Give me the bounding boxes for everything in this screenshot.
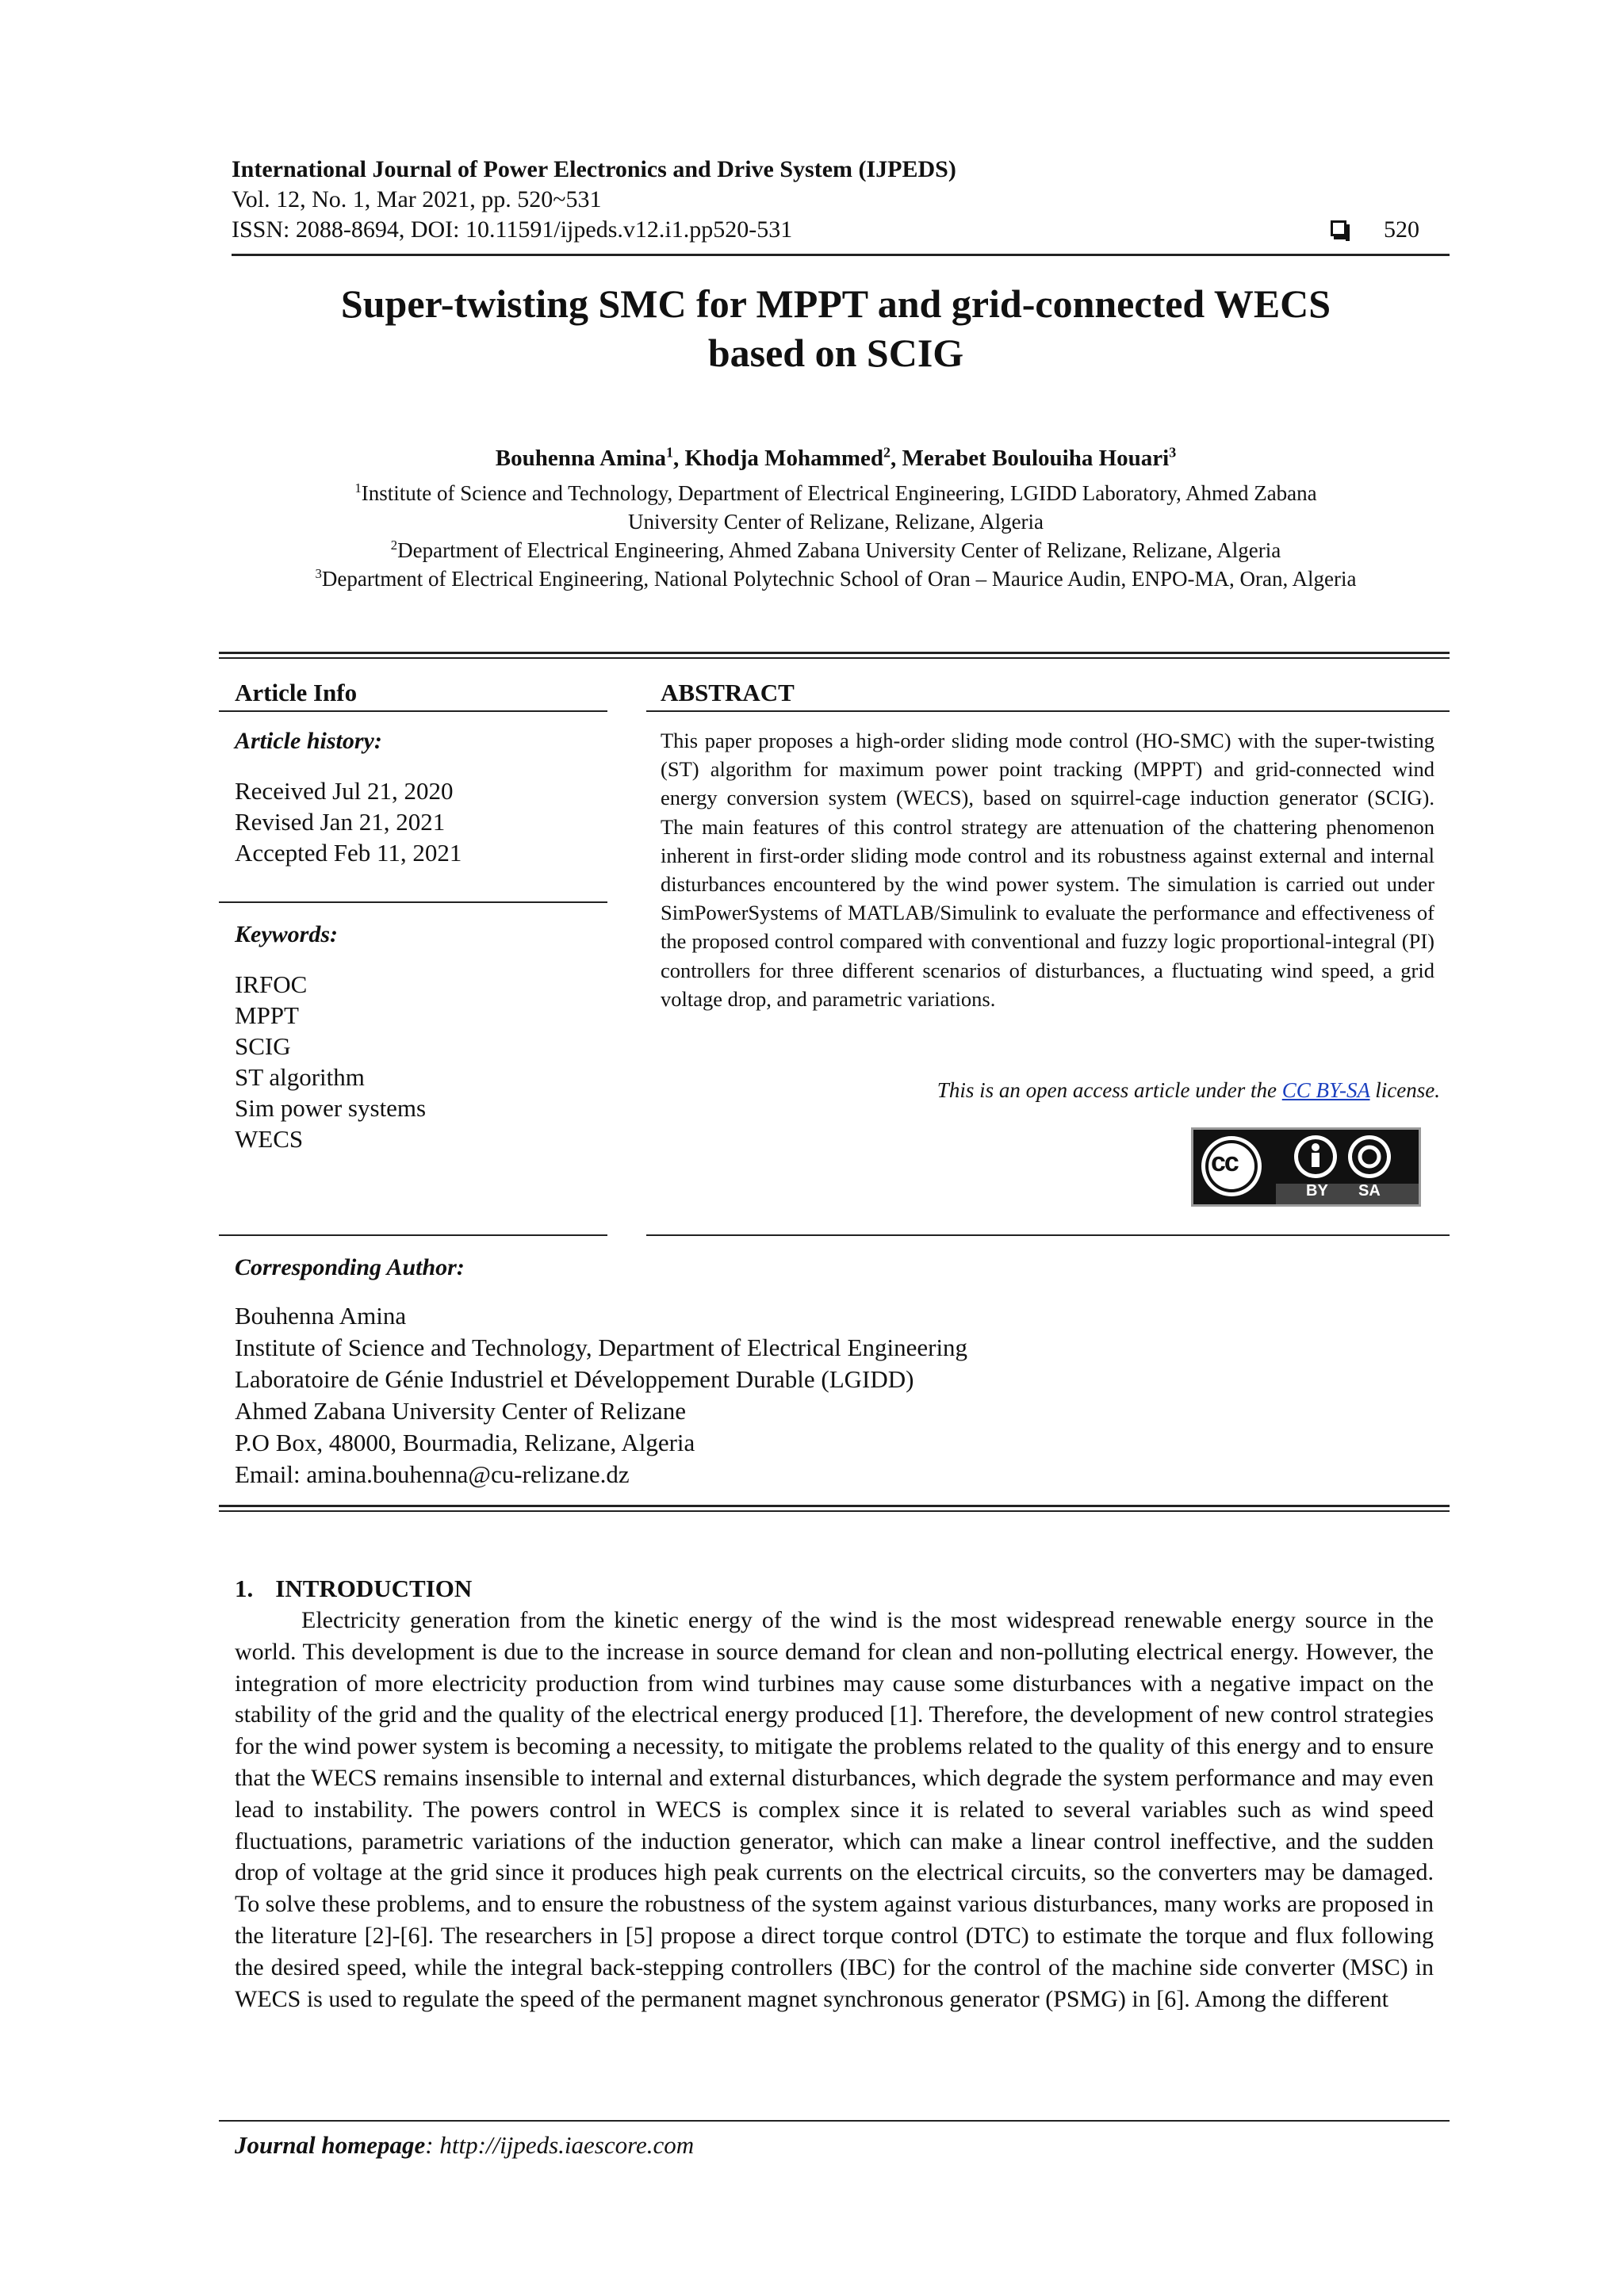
revised-date: Revised Jan 21, 2021 bbox=[235, 808, 446, 836]
keyword: IRFOC bbox=[235, 970, 308, 998]
header-rule bbox=[232, 254, 1450, 256]
keywords-rule bbox=[219, 1234, 607, 1236]
keyword: WECS bbox=[235, 1125, 304, 1153]
info-bottom-rule-2 bbox=[219, 1510, 1450, 1512]
intro-heading bbox=[235, 1575, 472, 1603]
info-top-rule bbox=[219, 652, 1450, 654]
article-history-heading: Article history: bbox=[235, 728, 382, 754]
cc-by-sa-link[interactable]: CC BY-SA bbox=[1281, 1078, 1370, 1102]
keyword: MPPT bbox=[235, 1001, 299, 1029]
author-3: Merabet Boulouiha Houari bbox=[902, 446, 1170, 471]
paper-title bbox=[232, 279, 1440, 377]
abstract-heading: ABSTRACT bbox=[661, 679, 795, 706]
issn-doi: ISSN: 2088-8694, DOI: 10.11591/ijpeds.v12.i1.pp520-531 bbox=[232, 216, 793, 243]
homepage-url[interactable]: : http://ijpeds.iaescore.com bbox=[425, 2131, 695, 2159]
article-history bbox=[235, 775, 462, 868]
title-line-2: based on SCIG bbox=[707, 331, 964, 375]
homepage-label: Journal homepage bbox=[235, 2131, 426, 2159]
author-list: Bouhenna Amina$^1$, Khodja Mohammed$^2$, Merabet Boulouiha Houari$^3$ bbox=[495, 444, 1177, 471]
corresponding-line: Institute of Science and Technology, Department of Electrical Engineering bbox=[235, 1334, 968, 1361]
license-note: This is an open access article under the CC BY-SA license. bbox=[936, 1078, 1440, 1102]
corresponding-name: Bouhenna Amina bbox=[235, 1302, 407, 1330]
sa-label: SA bbox=[1358, 1182, 1381, 1200]
corresponding-heading: Corresponding Author: bbox=[235, 1254, 465, 1280]
article-info-rule bbox=[219, 710, 607, 712]
keywords-heading: Keywords: bbox=[235, 921, 338, 947]
keyword: ST algorithm bbox=[235, 1063, 365, 1091]
corresponding-email: Email: amina.bouhenna@cu-relizane.dz bbox=[235, 1460, 630, 1488]
received-date: Received Jul 21, 2020 bbox=[235, 777, 454, 805]
intro-paragraph: Electricity generation from the kinetic energy of the wind is the most widespread renewable energy source in the world. This development is due to the increase in source demand for clean and non-polluting electrical energy. However, the integration of more electricity production from wind turbines may cause some disturbances with a negative impact on the stability of the grid and the quality of the electrical energy produced [1]. Therefore, the development of new control strategies for the wind power system is becoming a necessity, to mitigate the problems related to the quality of this energy and to ensure that the WECS remains insensible to internal and external disturbances, which degrade the system performance and may even lead to instability. The powers control in WECS is complex since it is related to several variables such as wind speed fluctuations, parametric variations of the induction generator, which can make a linear control ineffective, and the sudden drop of voltage at the grid since it produces high peak currents on the electrical circuits, so the converters may be damaged. To solve these problems, and to ensure the robustness of the system against various disturbances, many works are proposed in the literature [2]-[6]. The researchers in [5] propose a direct torque control (DTC) to estimate the torque and flux following the desired speed, while the integral back-stepping controllers (IBC) for the control of the machine side converter (MSC) in WECS is used to regulate the speed of the permanent magnet synchronous generator (PSMG) in [6]. Among the different bbox=[235, 1607, 1434, 2012]
footer-rule bbox=[219, 2120, 1450, 2122]
section-number: 1. bbox=[235, 1575, 254, 1602]
keyword: Sim power systems bbox=[235, 1094, 427, 1122]
journal-name: International Journal of Power Electronics and Drive System (IJPEDS) bbox=[232, 156, 956, 182]
accepted-date: Accepted Feb 11, 2021 bbox=[235, 839, 462, 867]
volume-info: Vol. 12, No. 1, Mar 2021, pp. 520~531 bbox=[232, 186, 602, 212]
affiliation-2: $^2$Department of Electrical Engineering, Ahmed Zabana University Center of Relizane, Relizane, Algeria bbox=[390, 538, 1281, 562]
keyword: SCIG bbox=[235, 1032, 291, 1060]
keywords-list bbox=[235, 969, 426, 1154]
author-1: Bouhenna Amina bbox=[495, 446, 666, 471]
author-2: Khodja Mohammed bbox=[684, 446, 883, 471]
history-rule bbox=[219, 901, 607, 903]
by-label: BY bbox=[1306, 1182, 1328, 1200]
section-title: INTRODUCTION bbox=[275, 1575, 473, 1602]
page-number: 520 bbox=[1384, 216, 1419, 243]
corresponding-details bbox=[235, 1300, 967, 1490]
page-marker-icon bbox=[1331, 220, 1346, 240]
info-bottom-rule bbox=[219, 1505, 1450, 1507]
abstract-rule bbox=[646, 710, 1450, 712]
abstract-bottom-rule bbox=[646, 1234, 1450, 1236]
cc-label: cc bbox=[1211, 1147, 1238, 1177]
journal-homepage bbox=[235, 2131, 694, 2160]
article-info-heading: Article Info bbox=[235, 679, 358, 706]
cc-by-sa-badge[interactable] bbox=[1191, 1127, 1421, 1207]
abstract-text: This paper proposes a high-order sliding mode control (HO-SMC) with the super-twisting (ST) algorithm for maximum power point tracking (MPPT) and grid-connected wind energy conversion system (WECS), based on squirrel-cage induction generator (SCIG). The main features of this control strategy are attenuation of the chattering phenomenon inherent in first-order sliding mode control and its robustness against external and internal disturbances encountered by the wind power system. The simulation is carried out under SimPowerSystems of MATLAB/Simulink to evaluate the performance and effectiveness of the proposed control compared with conventional and fuzzy logic proportional-integral (PI) controllers for three different scenarios of disturbances, a fluctuating wind speed, a grid voltage drop, and parametric variations. bbox=[661, 729, 1434, 1011]
corresponding-line: Laboratoire de Génie Industriel et Développement Durable (LGIDD) bbox=[235, 1365, 914, 1393]
info-top-rule-2 bbox=[219, 657, 1450, 659]
affiliation-1: $^1$Institute of Science and Technology, Department of Electrical Engineering, LGIDD Laboratory, Ahmed Zabana University Center of Relizane, Relizane, Algeria bbox=[354, 480, 1317, 534]
corresponding-line: Ahmed Zabana University Center of Relizane bbox=[235, 1397, 686, 1425]
corresponding-line: P.O Box, 48000, Bourmadia, Relizane, Algeria bbox=[235, 1429, 695, 1456]
title-line-1: Super-twisting SMC for MPPT and grid-connected WECS bbox=[340, 281, 1331, 326]
affiliation-3: $^3$Department of Electrical Engineering, National Polytechnic School of Oran – Maurice Audin, ENPO-MA, Oran, Algeria bbox=[315, 566, 1357, 591]
